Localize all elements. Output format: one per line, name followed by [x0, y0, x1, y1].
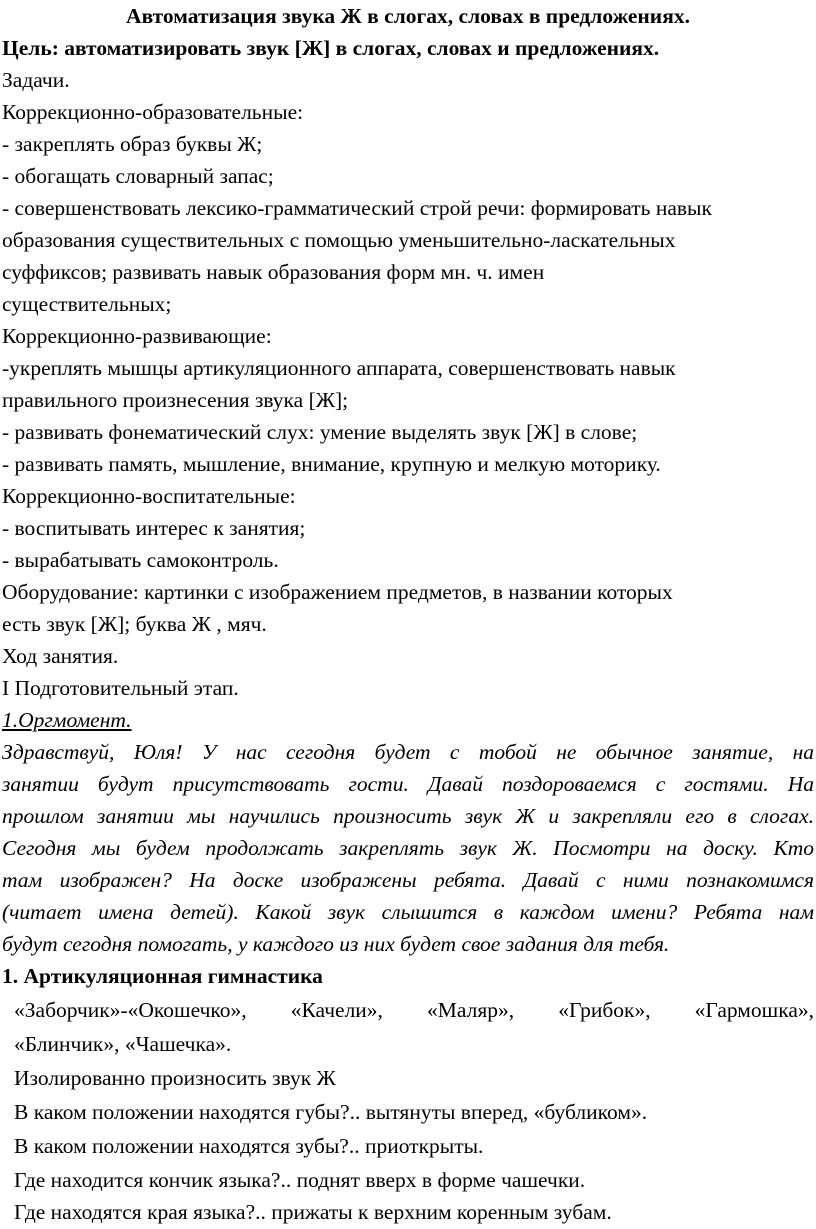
correctional-educational-heading: Коррекционно-образовательные: [2, 100, 304, 124]
correctional-upbringing-heading: Коррекционно-воспитательные: [2, 484, 296, 508]
question-line: Изолированно произносить звук Ж [14, 1066, 336, 1090]
exercises-line: «Блинчик», «Чашечка». [14, 1032, 232, 1056]
greeting-line: Здравствуй, Юля! У нас сегодня будет с тобой не обычное занятие, на [2, 740, 814, 764]
list-item: - развивать фонематический слух: умение выделять звук [Ж] в слове; [2, 420, 638, 444]
question-line: В каком положении находятся зубы?.. приоткрыты. [14, 1134, 484, 1158]
stage-heading: I Подготовительный этап. [2, 676, 239, 700]
equipment-line: Оборудование: картинки с изображением предметов, в названии которых [2, 580, 673, 604]
list-item: -укреплять мышцы артикуляционного аппарата, совершенствовать навык [2, 356, 676, 380]
list-item: - вырабатывать самоконтроль. [2, 548, 279, 572]
equipment-line: есть звук [Ж]; буква Ж , мяч. [2, 612, 267, 636]
document-title: Автоматизация звука Ж в слогах, словах в предложениях. [126, 4, 690, 28]
greeting-line: занятии будут присутствовать гости. Давай поздороваемся с гостями. На [2, 772, 814, 796]
greeting-line: прошлом занятии мы научились произносить звук Ж и закрепляли его в слогах. [2, 804, 814, 828]
question-line: В каком положении находятся губы?.. вытянуты вперед, «бубликом». [14, 1100, 648, 1124]
section-heading: 1. Артикуляционная гимнастика [2, 964, 323, 988]
list-item: существительных; [2, 292, 172, 316]
org-moment-heading: 1.Оргмомент. [2, 708, 132, 732]
list-item: - закреплять образ буквы Ж; [2, 132, 263, 156]
question-line: Где находятся края языка?.. прижаты к верхним коренным зубам. [14, 1200, 612, 1224]
question-line: Где находится кончик языка?.. поднят вверх в форме чашечки. [14, 1168, 586, 1192]
list-item: правильного произнесения звука [Ж]; [2, 388, 349, 412]
list-item: - обогащать словарный запас; [2, 164, 274, 188]
list-item: образования существительных с помощью уменьшительно-ласкательных [2, 228, 676, 252]
greeting-line: там изображен? На доске изображены ребята. Давай с ними познакомимся [2, 868, 814, 892]
tasks-heading: Задачи. [2, 68, 70, 92]
lesson-course-heading: Ход занятия. [2, 644, 119, 668]
exercises-line: «Заборчик»-«Окошечко», «Качели», «Маляр», «Грибок», «Гармошка», [14, 998, 814, 1022]
greeting-line: (читает имена детей). Какой звук слышится в каждом имени? Ребята нам [2, 900, 814, 924]
goal-line: Цель: автоматизировать звук [Ж] в слогах, словах и предложениях. [2, 36, 660, 60]
greeting-line: Сегодня мы будем продолжать закреплять звук Ж. Посмотри на доску. Кто [2, 836, 814, 860]
list-item: - совершенствовать лексико-грамматический строй речи: формировать навык [2, 196, 712, 220]
list-item: суффиксов; развивать навык образования форм мн. ч. имен [2, 260, 545, 284]
correctional-developing-heading: Коррекционно-развивающие: [2, 324, 272, 348]
greeting-line: будут сегодня помогать, у каждого из них будет свое задания для тебя. [2, 932, 670, 956]
list-item: - воспитывать интерес к занятия; [2, 516, 306, 540]
list-item: - развивать память, мышление, внимание, крупную и мелкую моторику. [2, 452, 661, 476]
